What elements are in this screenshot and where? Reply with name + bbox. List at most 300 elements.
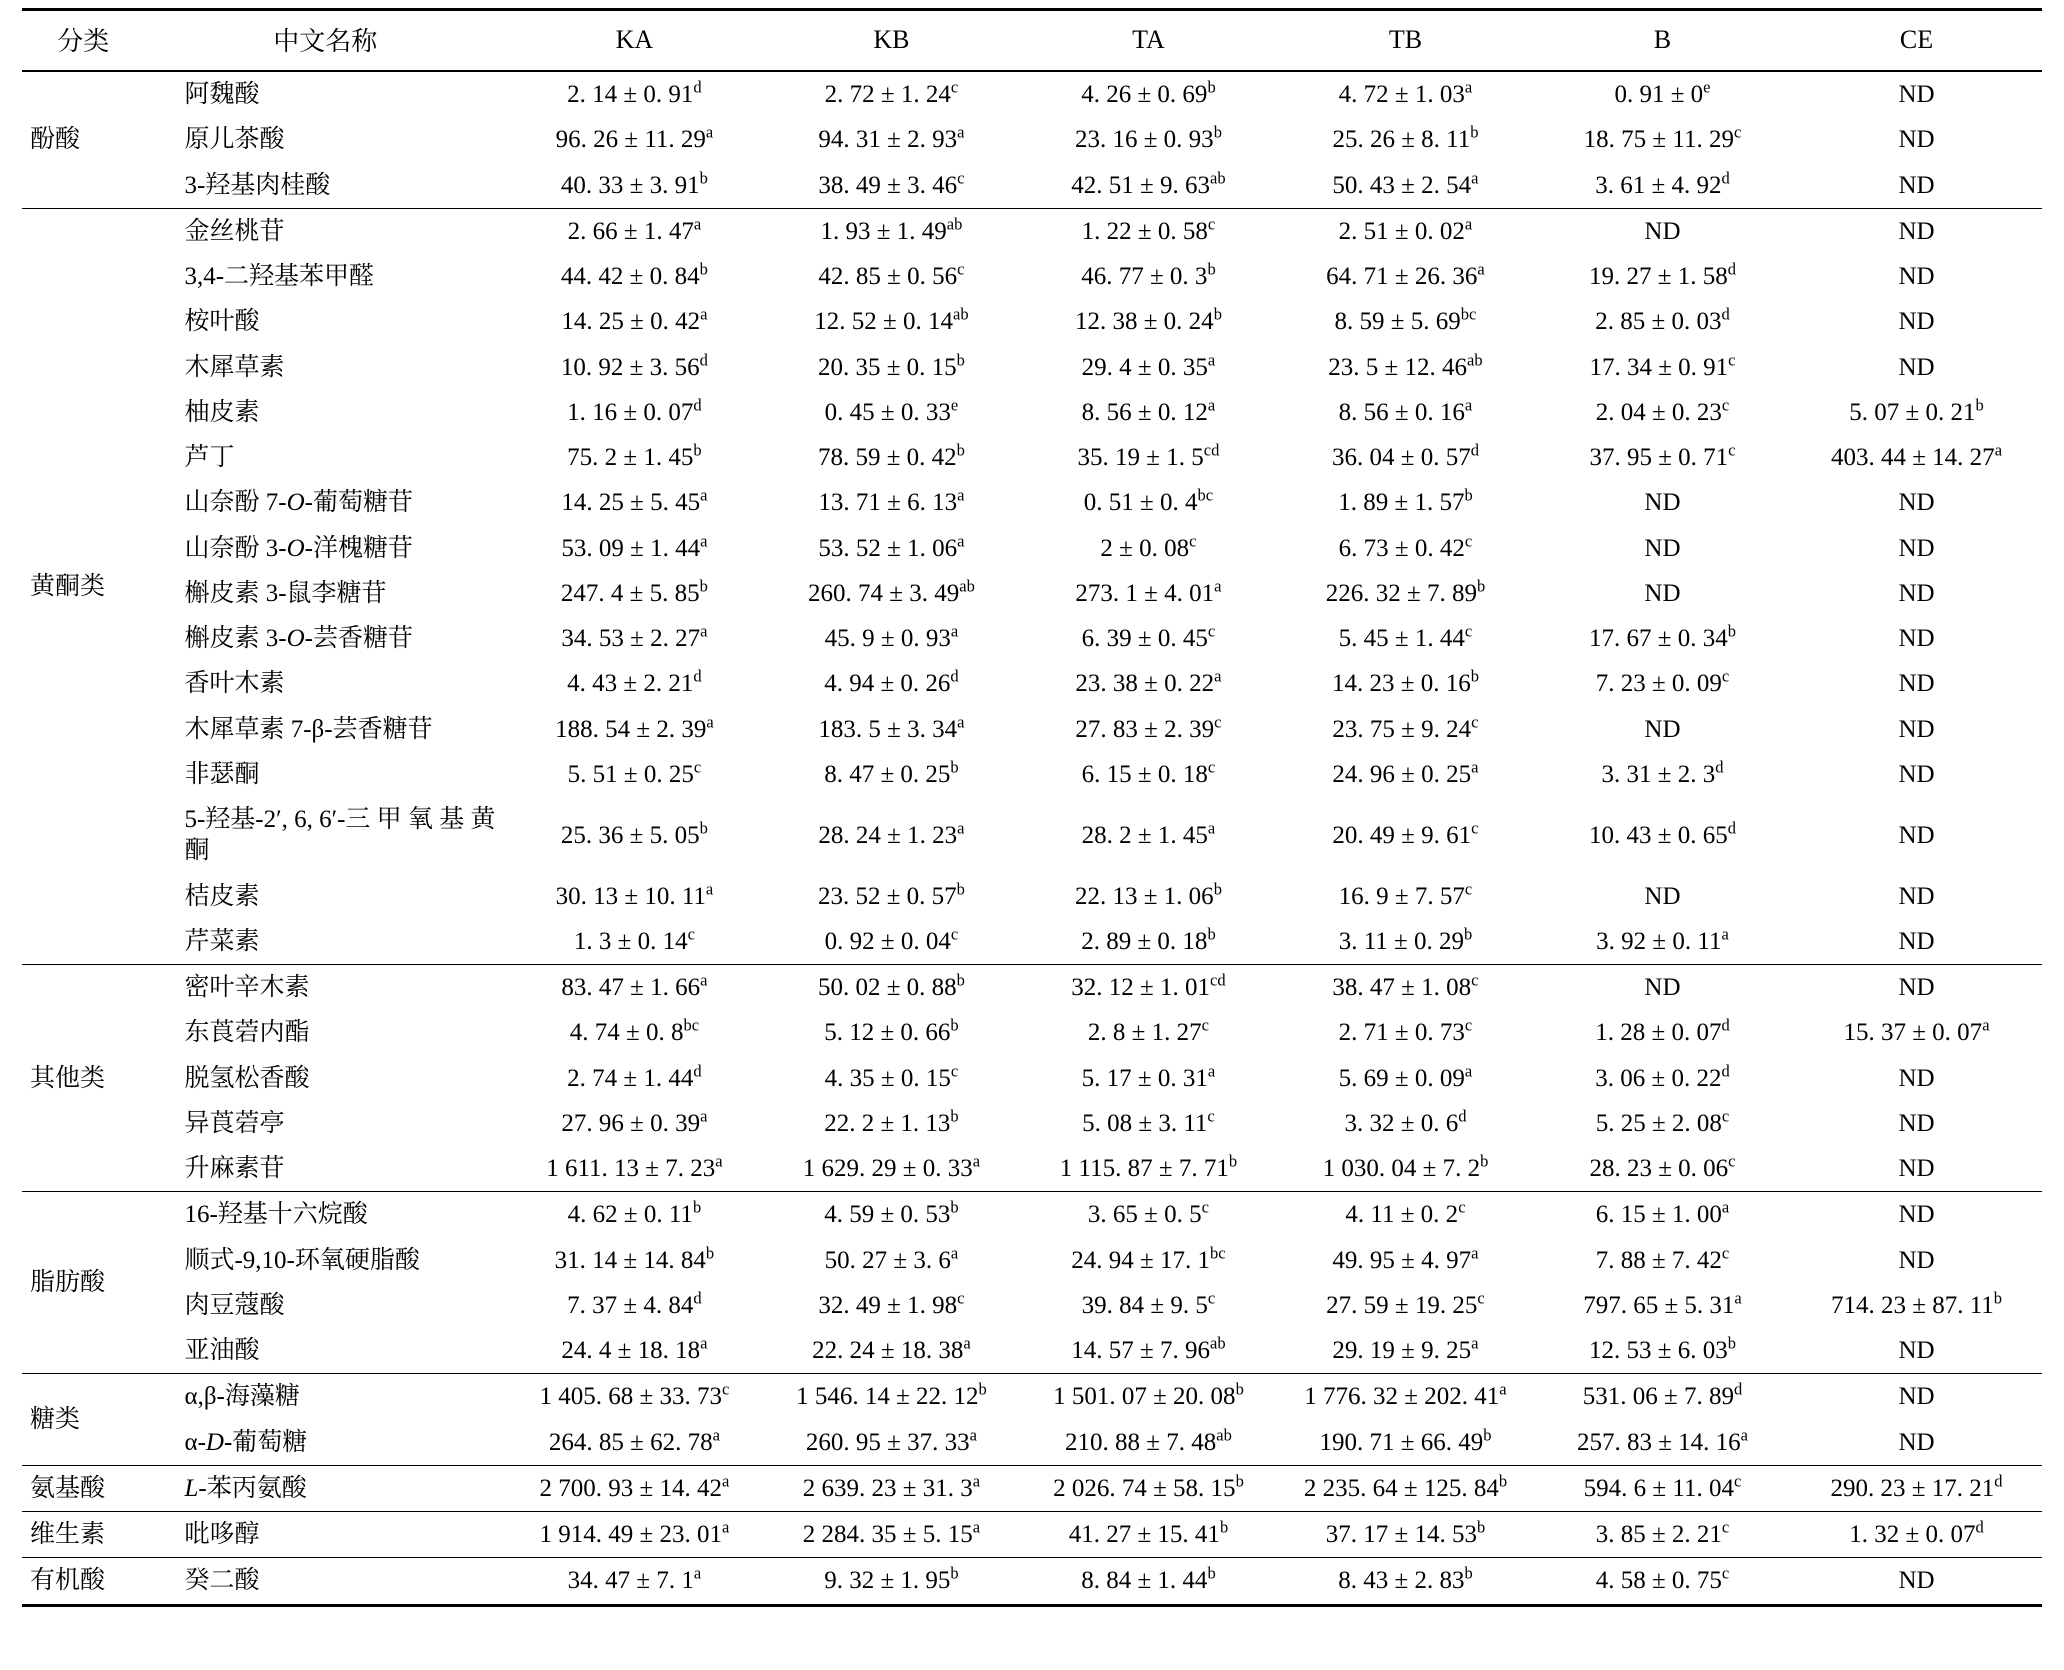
value-cell-kb: 1. 93 ± 1. $49^{ab}$ xyxy=(763,208,1020,254)
table-row xyxy=(22,707,2042,752)
col-header-category: 分类 xyxy=(57,27,110,56)
table-body xyxy=(22,71,2042,1604)
value-cell-tb: 3. 11 ± 0. 29$^b$ xyxy=(1338,924,1473,955)
value-cell-ce: ND xyxy=(1791,71,2042,117)
value-cell-kb: 1 546. 14 ± 22. 12$^b$ xyxy=(763,1374,1020,1420)
value-cell-ka: 1. 3 ± 0. 14$^c$ xyxy=(573,924,695,955)
significance-marker: a xyxy=(700,1333,708,1353)
compound-name-cell: 脱氢松香酸 xyxy=(184,1064,310,1092)
value-cell-ce: ND xyxy=(1898,308,1935,336)
compound-name-cell: α,β-海藻糖 xyxy=(144,1374,505,1420)
value-cell-ka: 25. 36 ± 5. 05$^b$ xyxy=(560,818,708,849)
value-cell-tb: 25. 26 ± 8. 11$^b$ xyxy=(1332,122,1479,154)
significance-marker: d xyxy=(693,77,702,97)
value-cell-kb: 12. 52 ± 0. $14^{ab}$ xyxy=(814,304,969,336)
significance-marker: b xyxy=(699,168,708,188)
value-cell-ce: ND xyxy=(1898,760,1935,788)
value-cell-ta: 6. 15 ± 0. 18$^c$ xyxy=(1081,757,1216,788)
significance-marker: b xyxy=(1464,1563,1473,1583)
value-cell-ce: ND xyxy=(1898,882,1935,910)
table-row xyxy=(22,919,2042,965)
value-cell-kb: 9. 32 ± 1. 95$^b$ xyxy=(763,1558,1020,1604)
value-cell-tb: 1. 89 ± 1. 57$^b$ xyxy=(1338,485,1473,517)
value-cell-ta: 28. 2 ± 1. 45$^a$ xyxy=(1081,818,1216,849)
significance-marker: c xyxy=(1214,712,1222,732)
value-cell-ce: ND xyxy=(1898,1246,1935,1274)
value-cell-ka: 7. 37 ± 4. 84$^d$ xyxy=(567,1288,702,1319)
value-cell-tb: 2. 71 ± 0. 73$^c$ xyxy=(1338,1015,1473,1047)
value-cell-ce: ND xyxy=(1791,1374,2042,1420)
value-cell-b: 10. 43 ± 0. 65$^d$ xyxy=(1588,818,1736,849)
value-cell-kb: 94. 31 ± 2. 93$^a$ xyxy=(818,122,965,154)
significance-marker: c xyxy=(957,259,965,279)
col-header-tb: TB xyxy=(1388,24,1423,54)
category-cell: 维生素 xyxy=(22,1512,144,1558)
value-cell-b: 5. 25 ± 2. 08$^c$ xyxy=(1595,1106,1730,1137)
significance-marker: b xyxy=(1235,1471,1244,1491)
value-cell-b: ND xyxy=(1534,965,1791,1011)
table-row xyxy=(22,345,2042,390)
value-cell-b: 4. 58 ± 0. 75$^c$ xyxy=(1534,1558,1791,1604)
value-cell-b: 12. 53 ± 6. 03$^b$ xyxy=(1588,1333,1736,1364)
table-row xyxy=(22,1192,2042,1238)
significance-marker: a xyxy=(700,531,708,551)
value-cell-kb: 5. 12 ± 0. 66$^b$ xyxy=(824,1015,959,1047)
value-cell-b: ND xyxy=(1644,579,1681,607)
significance-marker: a xyxy=(1471,168,1479,188)
value-cell-ce: ND xyxy=(1791,1192,2042,1238)
significance-marker: c xyxy=(1721,1517,1730,1537)
value-cell-ta: 24. 94 ± 17. $1^{bc}$ xyxy=(1071,1243,1226,1274)
significance-marker: cd xyxy=(1210,970,1226,990)
value-cell-b: ND xyxy=(1534,208,1791,254)
compound-name-cell: 3,4-二羟基苯甲醛 xyxy=(184,263,375,290)
value-cell-b: 3. 85 ± 2. 21$^c$ xyxy=(1534,1512,1791,1558)
value-cell-kb: 38. 49 ± 3. 46$^c$ xyxy=(818,168,965,199)
value-cell-ce: ND xyxy=(1791,208,2042,254)
significance-marker: b xyxy=(1727,621,1736,641)
significance-marker: a xyxy=(1464,395,1473,415)
significance-marker: a xyxy=(721,1517,730,1537)
value-cell-ce: ND xyxy=(1898,821,1935,849)
significance-marker: d xyxy=(1721,1061,1730,1081)
value-cell-kb: 50. 27 ± 3. 6$^a$ xyxy=(824,1243,959,1274)
significance-marker: e xyxy=(1703,77,1711,97)
compound-name-cell: 芦丁 xyxy=(184,444,235,471)
significance-marker: a xyxy=(700,970,708,990)
significance-marker: a xyxy=(963,1333,971,1353)
significance-marker: b xyxy=(950,1106,959,1126)
table-row xyxy=(22,1101,2042,1146)
value-cell-kb: 2 639. 23 ± 31. 3$^a$ xyxy=(763,1465,1020,1511)
value-cell-ce: ND xyxy=(1791,965,2042,1011)
compound-name-cell: 桉叶酸 xyxy=(184,308,260,336)
significance-marker: a xyxy=(1471,1333,1479,1353)
value-cell-b: 18. 75 ± 11. 29$^c$ xyxy=(1583,122,1742,154)
value-cell-ce: ND xyxy=(1898,1337,1935,1364)
value-cell-ta: 41. 27 ± 15. 41$^b$ xyxy=(1020,1512,1277,1558)
significance-marker: d xyxy=(1727,818,1736,838)
value-cell-tb: 2. 51 ± 0. 02$^a$ xyxy=(1277,208,1534,254)
value-cell-kb: 1 629. 29 ± 0. 33$^a$ xyxy=(802,1151,981,1182)
significance-marker: d xyxy=(1727,259,1736,279)
compound-name-cell: 阿魏酸 xyxy=(144,71,505,117)
significance-marker: c xyxy=(1721,666,1730,686)
value-cell-tb: 5. 45 ± 1. 44$^c$ xyxy=(1338,621,1473,652)
significance-marker: a xyxy=(1499,1379,1507,1399)
value-cell-ka: 30. 13 ± 10. 11$^a$ xyxy=(555,879,714,910)
value-cell-ce: ND xyxy=(1898,171,1935,199)
significance-marker: a xyxy=(1207,350,1216,370)
value-cell-kb: 53. 52 ± 1. 06$^a$ xyxy=(818,531,965,562)
significance-marker: a xyxy=(1740,1425,1748,1445)
value-cell-ce: ND xyxy=(1898,670,1935,698)
table-head xyxy=(22,10,2042,72)
significance-marker: a xyxy=(1982,1015,1990,1035)
significance-marker: bc xyxy=(683,1015,700,1035)
significance-marker: b xyxy=(1480,1151,1489,1171)
table-row xyxy=(22,163,2042,209)
value-cell-tb: 23. 75 ± 9. 24$^c$ xyxy=(1332,712,1479,743)
significance-marker: b xyxy=(1470,666,1479,686)
significance-marker: b xyxy=(699,259,708,279)
significance-marker: a xyxy=(700,1106,708,1126)
table-row xyxy=(22,797,2042,874)
significance-marker: c xyxy=(693,757,702,777)
value-cell-ta: 12. 38 ± 0. 24$^b$ xyxy=(1074,304,1222,336)
value-cell-tb: 49. 95 ± 4. 97$^a$ xyxy=(1332,1243,1479,1274)
significance-marker: a xyxy=(1471,757,1479,777)
value-cell-kb: 183. 5 ± 3. 34$^a$ xyxy=(818,712,965,743)
significance-marker: a xyxy=(957,531,965,551)
category-cell: 酚酸 xyxy=(22,71,144,208)
compound-name-cell: 密叶辛木素 xyxy=(144,965,505,1011)
significance-marker: c xyxy=(1464,621,1473,641)
value-cell-kb: 260. 95 ± 37. 33$^a$ xyxy=(805,1425,977,1456)
compound-name-cell: 柚皮素 xyxy=(184,398,260,426)
value-cell-ta: 4. 26 ± 0. 69$^b$ xyxy=(1020,71,1277,117)
value-cell-b: 2. 04 ± 0. 23$^c$ xyxy=(1595,395,1730,426)
value-cell-tb: 23. 5 ± 12. $46^{ab}$ xyxy=(1328,350,1483,381)
table-row xyxy=(22,1283,2042,1328)
value-cell-ka: 247. 4 ± 5. 85$^b$ xyxy=(560,576,708,607)
value-cell-ka: 40. 33 ± 3. 91$^b$ xyxy=(560,168,708,199)
value-cell-b: 3. 31 ± 2. 3$^d$ xyxy=(1601,757,1724,788)
value-cell-ta: 14. 57 ± 7. $96^{ab}$ xyxy=(1071,1333,1226,1364)
significance-marker: d xyxy=(693,395,702,415)
value-cell-tb: 8. 56 ± 0. 16$^a$ xyxy=(1338,395,1473,426)
compound-name-cell: 顺式-9,10-环氧硬脂酸 xyxy=(184,1246,420,1274)
significance-marker: b xyxy=(956,440,965,460)
value-cell-b: 6. 15 ± 1. 00$^a$ xyxy=(1534,1192,1791,1238)
significance-marker: d xyxy=(693,1061,702,1081)
value-cell-ta: 0. 51 ± 0. $4^{bc}$ xyxy=(1083,485,1214,517)
value-cell-ka: 2. 14 ± 0. 91$^d$ xyxy=(506,71,763,117)
table-row xyxy=(22,874,2042,919)
significance-marker: b xyxy=(1207,259,1216,279)
significance-marker: c xyxy=(1728,1151,1736,1171)
value-cell-b: ND xyxy=(1644,534,1681,562)
significance-marker: a xyxy=(1207,818,1216,838)
value-cell-ce: 290. 23 ± 17. 21$^d$ xyxy=(1791,1465,2042,1511)
value-cell-ka: 75. 2 ± 1. 45$^b$ xyxy=(567,440,702,471)
significance-marker: a xyxy=(950,1243,959,1263)
value-cell-ce: ND xyxy=(1898,625,1935,652)
significance-marker: c xyxy=(1201,1015,1209,1035)
header-row xyxy=(22,10,2042,72)
significance-marker: b xyxy=(1228,1151,1238,1171)
significance-marker: c xyxy=(1477,1288,1485,1308)
significance-marker: a xyxy=(969,1425,977,1445)
significance-marker: ab xyxy=(1210,168,1226,188)
value-cell-ta: 27. 83 ± 2. 39$^c$ xyxy=(1075,712,1222,743)
significance-marker: a xyxy=(700,621,708,641)
value-cell-ka: 1 611. 13 ± 7. 23$^a$ xyxy=(546,1151,723,1182)
value-cell-ce: 1. 32 ± 0. 07$^d$ xyxy=(1791,1512,2042,1558)
table-row xyxy=(22,390,2042,435)
significance-marker: c xyxy=(1721,1563,1730,1583)
compound-name-cell: 山奈酚 7-O-葡萄糖苷 xyxy=(184,489,413,517)
significance-marker: b xyxy=(705,1243,715,1263)
compound-name-cell: 东莨菪内酯 xyxy=(184,1019,310,1047)
significance-marker: a xyxy=(1214,666,1222,686)
value-cell-tb: 5. 69 ± 0. 09$^a$ xyxy=(1338,1061,1473,1092)
value-cell-ta: 46. 77 ± 0. 3$^b$ xyxy=(1081,259,1216,290)
value-cell-ka: 34. 47 ± 7. 1$^a$ xyxy=(506,1558,763,1604)
value-cell-ka: 2. 74 ± 1. 44$^d$ xyxy=(567,1061,702,1092)
value-cell-b: ND xyxy=(1644,489,1681,517)
significance-marker: b xyxy=(1207,77,1216,97)
value-cell-ce: ND xyxy=(1898,489,1935,517)
value-cell-b: 7. 23 ± 0. 09$^c$ xyxy=(1595,666,1730,698)
value-cell-ka: 14. 25 ± 5. 45$^a$ xyxy=(561,485,708,517)
value-cell-ce: ND xyxy=(1898,263,1935,290)
value-cell-tb: 27. 59 ± 19. 25$^c$ xyxy=(1326,1288,1485,1319)
significance-marker: b xyxy=(1993,1288,2003,1308)
significance-marker: a xyxy=(957,712,965,732)
table-row xyxy=(22,1374,2042,1420)
value-cell-ta: 23. 38 ± 0. 22$^a$ xyxy=(1075,666,1222,698)
value-cell-tb: 8. 59 ± 5. $69^{bc}$ xyxy=(1334,304,1477,336)
significance-marker: c xyxy=(1721,1243,1730,1263)
value-cell-ta: 23. 16 ± 0. 93$^b$ xyxy=(1074,122,1222,154)
compound-name-cell: 3-羟基肉桂酸 xyxy=(184,171,331,199)
value-cell-ka: 1. 16 ± 0. 07$^d$ xyxy=(567,395,702,426)
significance-marker: b xyxy=(1464,485,1473,505)
value-cell-tb: 1 030. 04 ± 7. 2$^b$ xyxy=(1322,1151,1489,1182)
significance-marker: c xyxy=(1721,1106,1730,1126)
value-cell-ta: 5. 17 ± 0. 31$^a$ xyxy=(1081,1061,1216,1092)
significance-marker: d xyxy=(699,350,708,370)
value-cell-kb: 42. 85 ± 0. 56$^c$ xyxy=(818,259,965,290)
value-cell-kb: 2. 72 ± 1. 24$^c$ xyxy=(763,71,1020,117)
significance-marker: b xyxy=(956,350,965,370)
table-row xyxy=(22,1558,2042,1604)
col-header-b: B xyxy=(1653,24,1672,54)
table-row xyxy=(22,1465,2042,1511)
table-row xyxy=(22,1420,2042,1466)
significance-marker: b xyxy=(1975,395,1984,415)
significance-marker: a xyxy=(1471,1243,1479,1263)
category-cell: 黄酮类 xyxy=(22,208,144,964)
value-cell-tb: 50. 43 ± 2. 54$^a$ xyxy=(1332,168,1479,199)
value-cell-tb: 24. 96 ± 0. 25$^a$ xyxy=(1332,757,1479,788)
table-row xyxy=(22,117,2042,162)
value-cell-tb: 8. 43 ± 2. 83$^b$ xyxy=(1277,1558,1534,1604)
table-row xyxy=(22,435,2042,480)
significance-marker: bc xyxy=(1210,1243,1226,1263)
significance-marker: b xyxy=(1213,879,1222,899)
significance-marker: c xyxy=(1471,970,1479,990)
significance-marker: c xyxy=(1207,621,1216,641)
significance-marker: b xyxy=(1213,122,1222,142)
significance-marker: b xyxy=(692,1197,702,1217)
compound-name-cell: 槲皮素 3-O-芸香糖苷 xyxy=(184,625,413,652)
compound-name-cell: 癸二酸 xyxy=(144,1558,505,1604)
table-row xyxy=(22,299,2042,344)
significance-marker: a xyxy=(1464,1061,1473,1081)
significance-marker: d xyxy=(693,1288,702,1308)
value-cell-b: 17. 34 ± 0. 91$^c$ xyxy=(1589,350,1736,381)
value-cell-ce: ND xyxy=(1791,1558,2042,1604)
compound-name-cell: 升麻素苷 xyxy=(184,1155,285,1182)
value-cell-kb: 2 284. 35 ± 5. 15$^a$ xyxy=(763,1512,1020,1558)
value-cell-ka: 53. 09 ± 1. 44$^a$ xyxy=(561,531,708,562)
col-header-ka: KA xyxy=(615,24,654,54)
significance-marker: a xyxy=(693,214,702,234)
value-cell-kb: 22. 2 ± 1. 13$^b$ xyxy=(824,1106,959,1137)
significance-marker: b xyxy=(1213,304,1222,324)
significance-marker: d xyxy=(1975,1517,1984,1537)
significance-marker: d xyxy=(1458,1106,1467,1126)
value-cell-ka: 1 405. 68 ± 33. 73$^c$ xyxy=(506,1374,763,1420)
significance-marker: a xyxy=(957,818,965,838)
significance-marker: c xyxy=(1464,1015,1473,1035)
value-cell-b: 3. 92 ± 0. 11$^a$ xyxy=(1596,924,1729,955)
significance-marker: c xyxy=(1471,712,1479,732)
compound-name-cell: 原儿茶酸 xyxy=(184,126,285,154)
significance-marker: a xyxy=(972,1471,981,1491)
significance-marker: b xyxy=(950,1015,959,1035)
value-cell-b: 797. 65 ± 5. 31$^a$ xyxy=(1583,1288,1742,1319)
value-cell-kb: 28. 24 ± 1. 23$^a$ xyxy=(818,818,965,849)
significance-marker: b xyxy=(1219,1517,1229,1537)
significance-marker: ab xyxy=(1467,350,1483,370)
compound-name-cell: 亚油酸 xyxy=(184,1337,260,1364)
significance-marker: c xyxy=(1721,395,1730,415)
value-cell-kb: 260. 74 ± 3. $49^{ab}$ xyxy=(808,576,975,607)
significance-marker: a xyxy=(1734,1288,1742,1308)
value-cell-ce: 5. 07 ± 0. 21$^b$ xyxy=(1849,395,1984,426)
value-cell-ka: 14. 25 ± 0. 42$^a$ xyxy=(561,304,708,336)
col-header-name: 中文名称 xyxy=(273,27,378,56)
value-cell-ta: 2 ± 0. 08$^c$ xyxy=(1100,531,1197,562)
value-cell-ce: ND xyxy=(1898,534,1935,562)
significance-marker: c xyxy=(1207,1288,1216,1308)
col-header-ta: TA xyxy=(1132,24,1165,54)
value-cell-ka: 4. 62 ± 0. 11$^b$ xyxy=(506,1192,763,1238)
value-cell-kb: 23. 52 ± 0. 57$^b$ xyxy=(817,879,965,910)
value-cell-b: 531. 06 ± 7. 89$^d$ xyxy=(1534,1374,1791,1420)
significance-marker: c xyxy=(1458,1197,1466,1217)
value-cell-b: ND xyxy=(1644,882,1681,910)
significance-marker: a xyxy=(1994,440,2003,460)
value-cell-ce: 403. 44 ± 14. 27$^a$ xyxy=(1830,440,2003,471)
value-cell-ta: 210. 88 ± 7. $48^{ab}$ xyxy=(1065,1425,1232,1456)
significance-marker: a xyxy=(1207,1061,1216,1081)
significance-marker: a xyxy=(705,879,714,899)
significance-marker: c xyxy=(1728,440,1736,460)
value-cell-b: 594. 6 ± 11. 04$^c$ xyxy=(1534,1465,1791,1511)
category-cell: 其他类 xyxy=(22,965,144,1192)
significance-marker: b xyxy=(699,576,708,596)
value-cell-ce: ND xyxy=(1898,1064,1935,1092)
significance-marker: c xyxy=(1189,531,1197,551)
value-cell-ta: 2. 89 ± 0. 18$^b$ xyxy=(1081,924,1216,955)
significance-marker: bc xyxy=(1460,304,1477,324)
table-row xyxy=(22,1056,2042,1101)
significance-marker: b xyxy=(699,818,708,838)
value-cell-b: 37. 95 ± 0. 71$^c$ xyxy=(1589,440,1736,471)
significance-marker: a xyxy=(957,122,965,142)
significance-marker: b xyxy=(956,970,965,990)
value-cell-ce: 15. 37 ± 0. 07$^a$ xyxy=(1843,1015,1990,1047)
value-cell-tb: 14. 23 ± 0. 16$^b$ xyxy=(1331,666,1479,698)
value-cell-ta: 5. 08 ± 3. 11$^c$ xyxy=(1082,1106,1215,1137)
value-cell-kb: 50. 02 ± 0. 88$^b$ xyxy=(763,965,1020,1011)
value-cell-ce: ND xyxy=(1898,579,1935,607)
value-cell-ce: ND xyxy=(1898,1109,1935,1137)
category-cell: 糖类 xyxy=(22,1374,144,1466)
value-cell-b: 0. $91 \pm 0^e$ xyxy=(1534,71,1791,117)
table-row xyxy=(22,1238,2042,1283)
compound-name-cell: 桔皮素 xyxy=(184,882,260,910)
significance-marker: b xyxy=(1207,924,1216,944)
significance-marker: b xyxy=(1463,924,1473,944)
value-cell-ka: 31. 14 ± 14. 84$^b$ xyxy=(554,1243,715,1274)
value-cell-ce: ND xyxy=(1898,126,1935,154)
value-cell-kb: 32. 49 ± 1. 98$^c$ xyxy=(818,1288,965,1319)
value-cell-kb: 22. 24 ± 18. 38$^a$ xyxy=(812,1333,971,1364)
significance-marker: c xyxy=(950,924,959,944)
value-cell-ta: 2 026. 74 ± 58. 15$^b$ xyxy=(1020,1465,1277,1511)
value-cell-ka: 4. 74 ± 0. $8^{bc}$ xyxy=(569,1015,700,1047)
value-cell-ta: 8. 56 ± 0. 12$^a$ xyxy=(1081,395,1216,426)
value-cell-ka: 34. 53 ± 2. 27$^a$ xyxy=(561,621,708,652)
compound-name-cell: 16-羟基十六烷酸 xyxy=(144,1192,505,1238)
significance-marker: ab xyxy=(946,214,963,234)
value-cell-ta: 2. 8 ± 1. 27$^c$ xyxy=(1087,1015,1209,1047)
value-cell-tb: 38. 47 ± 1. 08$^c$ xyxy=(1277,965,1534,1011)
value-cell-ta: 1 115. 87 ± 7. 71$^b$ xyxy=(1059,1151,1238,1182)
value-cell-b: 3. 61 ± 4. 92$^d$ xyxy=(1595,168,1730,199)
compound-name-cell: L-苯丙氨酸 xyxy=(144,1465,505,1511)
value-cell-b: 1. 28 ± 0. 07$^d$ xyxy=(1595,1015,1730,1047)
significance-marker: d xyxy=(950,666,959,686)
significance-marker: a xyxy=(1464,214,1473,234)
significance-marker: c xyxy=(1207,1106,1215,1126)
value-cell-kb: 0. 45 ± 0. 33e xyxy=(824,395,959,426)
compound-name-cell: 木犀草素 7-β-芸香糖苷 xyxy=(184,715,433,743)
value-cell-ka: 44. 42 ± 0. 84$^b$ xyxy=(560,259,708,290)
value-cell-ka: 264. 85 ± 62. 78$^a$ xyxy=(548,1425,720,1456)
significance-marker: b xyxy=(1476,1517,1486,1537)
significance-marker: a xyxy=(972,1517,981,1537)
value-cell-ka: 2 700. 93 ± 14. 42$^a$ xyxy=(506,1465,763,1511)
table-row xyxy=(22,254,2042,299)
table-row xyxy=(22,71,2042,117)
value-cell-tb: 36. 04 ± 0. 57$^d$ xyxy=(1331,440,1479,471)
